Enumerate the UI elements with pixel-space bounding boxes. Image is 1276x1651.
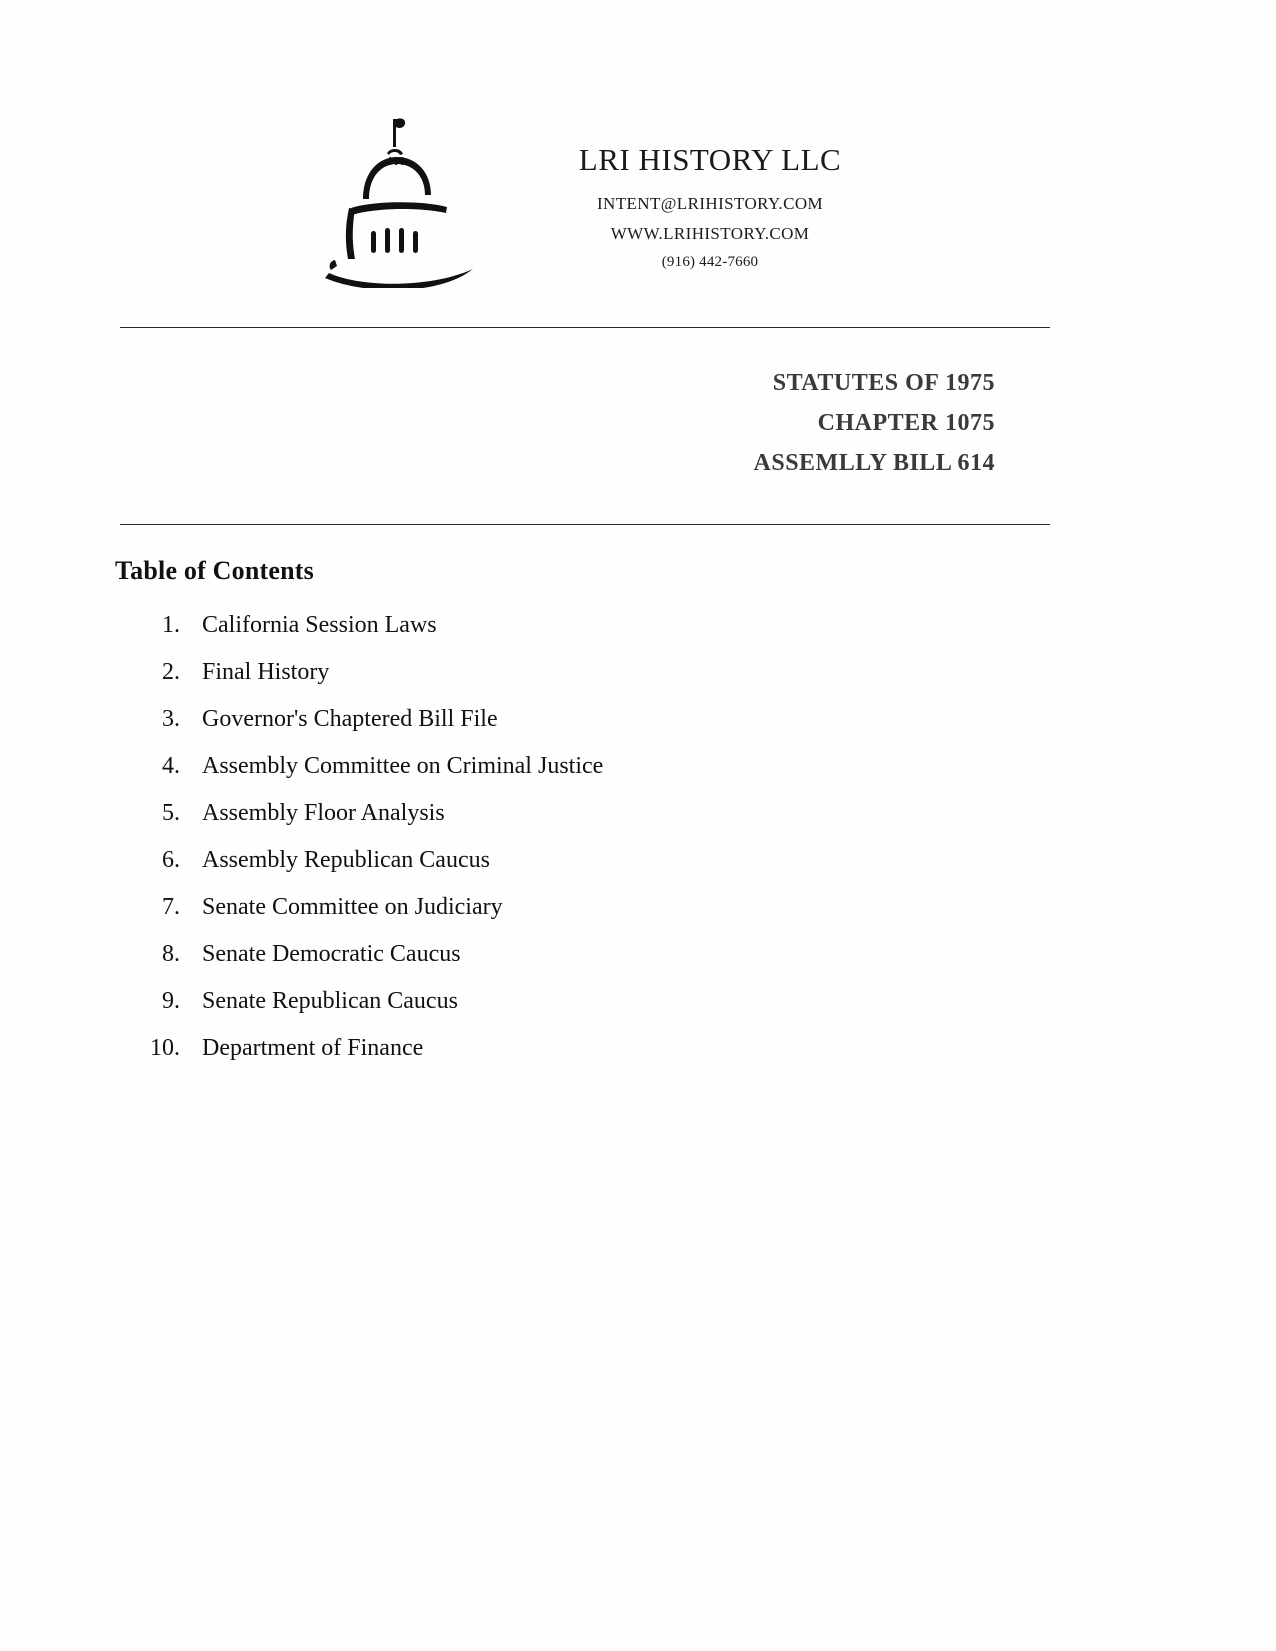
divider-bottom [120, 524, 1050, 525]
list-item-label: Department of Finance [202, 1035, 424, 1061]
list-item-label: Senate Committee on Judiciary [202, 894, 503, 920]
table-of-contents-heading: Table of Contents [115, 556, 314, 585]
list-item[interactable] [120, 941, 920, 988]
document-title-block [120, 363, 995, 483]
list-item-label: Governor's Chaptered Bill File [202, 706, 498, 732]
list-item-number: 2. [162, 659, 180, 685]
list-item-number: 8. [162, 941, 180, 967]
list-item-label: Assembly Committee on Criminal Justice [202, 753, 604, 779]
list-item[interactable] [120, 1035, 920, 1082]
list-item-label: Assembly Republican Caucus [202, 847, 490, 873]
chapter-number: CHAPTER 1075 [817, 410, 995, 436]
list-item[interactable] [120, 988, 920, 1035]
statutes-year: STATUTES OF 1975 [772, 370, 995, 396]
list-item-number: 9. [162, 988, 180, 1014]
list-item[interactable] [120, 706, 920, 753]
list-item[interactable] [120, 659, 920, 706]
list-item[interactable] [120, 847, 920, 894]
list-item-number: 6. [162, 847, 180, 873]
list-item-number: 4. [162, 753, 180, 779]
list-item-label: Senate Democratic Caucus [202, 941, 461, 967]
organization-email: INTENT@LRIHISTORY.COM [596, 194, 824, 213]
list-item[interactable] [120, 753, 920, 800]
organization-info [500, 110, 920, 271]
organization-phone: (916) 442-7660 [661, 254, 759, 270]
table-of-contents-list [120, 612, 920, 1082]
capitol-dome-logo-icon [300, 110, 500, 290]
list-item-number: 3. [162, 706, 180, 732]
list-item-number: 5. [162, 800, 180, 826]
list-item-number: 10. [150, 1035, 180, 1061]
list-item-number: 1. [162, 612, 180, 638]
bill-number: ASSEMLLY BILL 614 [753, 450, 995, 476]
organization-name: LRI HISTORY LLC [578, 142, 842, 177]
list-item[interactable] [120, 894, 920, 941]
list-item-label: Assembly Floor Analysis [202, 800, 445, 826]
divider-top [120, 327, 1050, 328]
list-item-label: California Session Laws [202, 612, 437, 638]
list-item-label: Senate Republican Caucus [202, 988, 458, 1014]
list-item[interactable] [120, 612, 920, 659]
organization-website: WWW.LRIHISTORY.COM [610, 224, 810, 243]
list-item-label: Final History [202, 659, 330, 685]
list-item-number: 7. [162, 894, 180, 920]
list-item[interactable] [120, 800, 920, 847]
letterhead [120, 110, 1156, 290]
